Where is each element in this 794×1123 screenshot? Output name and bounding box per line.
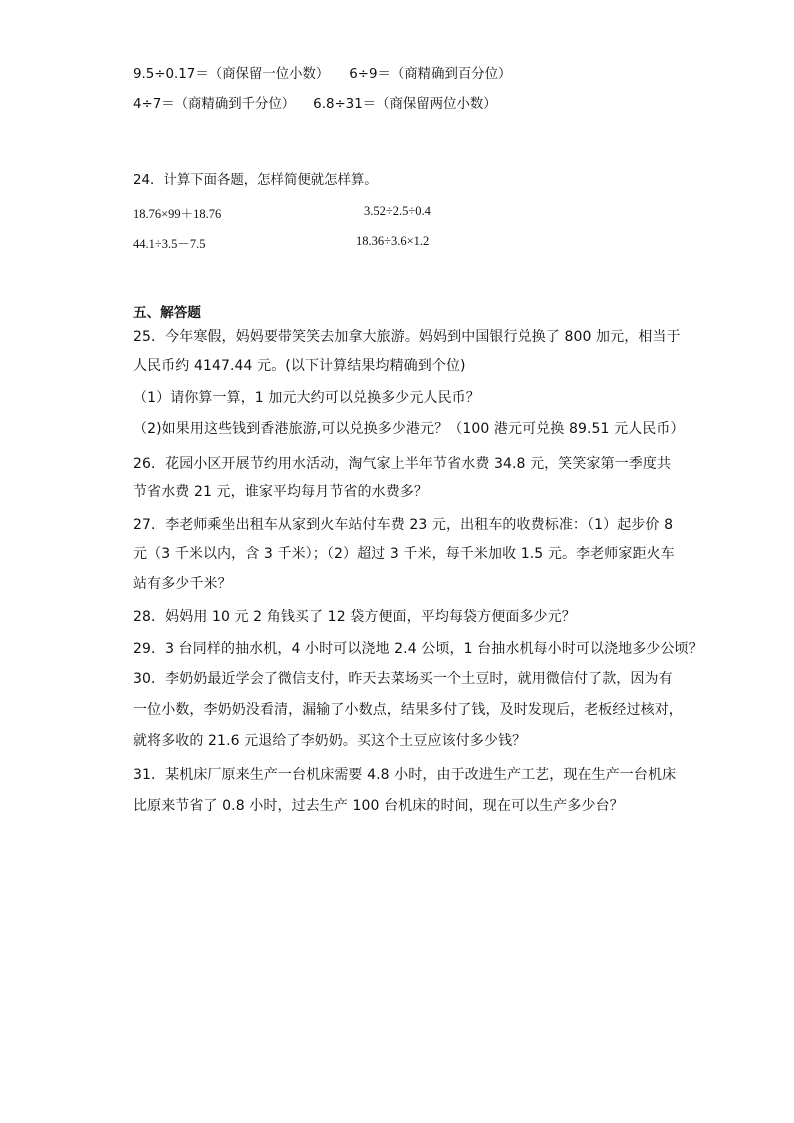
q23-row1-b: 6÷9＝（商精确到百分位） [349,67,512,82]
q25-line2: 人民币约 4147.44 元。(以下计算结果均精确到个位) [133,358,466,374]
q31-line1: 31．某机床厂原来生产一台机床需要 4.8 小时，由于改进生产工艺，现在生产一台机床 [133,767,677,783]
q23-row2-a: 4÷7＝（商精确到千分位） [133,97,296,112]
section-5-title: 五、解答题 [133,305,201,321]
q27-line3: 站有多少千米？ [133,576,232,592]
q26-line2: 节省水费 21 元，谁家平均每月节省的水费多？ [133,484,429,500]
q27-line2: 元（3 千米以内，含 3 千米）；（2）超过 3 千米，每千米加收 1.5 元。李老师家距火车 [133,546,675,562]
q24-expr-3: 44.1÷3.5－7.5 [133,237,206,251]
q30-line1: 30．李奶奶最近学会了微信支付，昨天去菜场买一个土豆时，就用微信付了款，因为有 [133,671,673,687]
q26-line1: 26．花园小区开展节约用水活动，淘气家上半年节省水费 34.8 元，笑笑家第一季度共 [133,456,672,472]
q24-expr-1: 18.76×99＋18.76 [133,207,222,221]
q24-expr-2: 3.52÷2.5÷0.4 [364,204,431,218]
q23-row2-b: 6.8÷31＝（商保留两位小数） [313,97,497,112]
q31-line2: 比原来节省了 0.8 小时，过去生产 100 台机床的时间，现在可以生产多少台？ [133,798,624,814]
q24-expr-4: 18.36÷3.6×1.2 [356,234,430,248]
q25-line1: 25．今年寒假，妈妈要带笑笑去加拿大旅游。妈妈到中国银行兑换了 800 加元，相当于 [133,329,681,345]
q25-part1: （1）请你算一算，1 加元大约可以兑换多少元人民币？ [133,390,480,406]
q25-part2: （2)如果用这些钱到香港旅游,可以兑换多少港元？（100 港元可兑换 89.51 元人民币） [133,421,685,437]
q29-line1: 29．3 台同样的抽水机，4 小时可以浇地 2.4 公顷，1 台抽水机每小时可以浇地多少公顷？ [133,641,703,657]
q30-line3: 就将多收的 21.6 元退给了李奶奶。买这个土豆应该付多少钱？ [133,733,527,749]
q27-line1: 27．李老师乘坐出租车从家到火车站付车费 23 元，出租车的收费标准：（1）起步价 8 [133,517,674,533]
q23-row2 [133,96,497,114]
q24-title: 24．计算下面各题，怎样简便就怎样算。 [133,173,378,188]
q28-line1: 28．妈妈用 10 元 2 角钱买了 12 袋方便面，平均每袋方便面多少元？ [133,609,576,625]
q23-row1-a: 9.5÷0.17＝（商保留一位小数） [133,67,330,82]
q30-line2: 一位小数，李奶奶没看清，漏输了小数点，结果多付了钱，及时发现后，老板经过核对， [133,702,683,718]
q23-row1 [133,66,511,84]
